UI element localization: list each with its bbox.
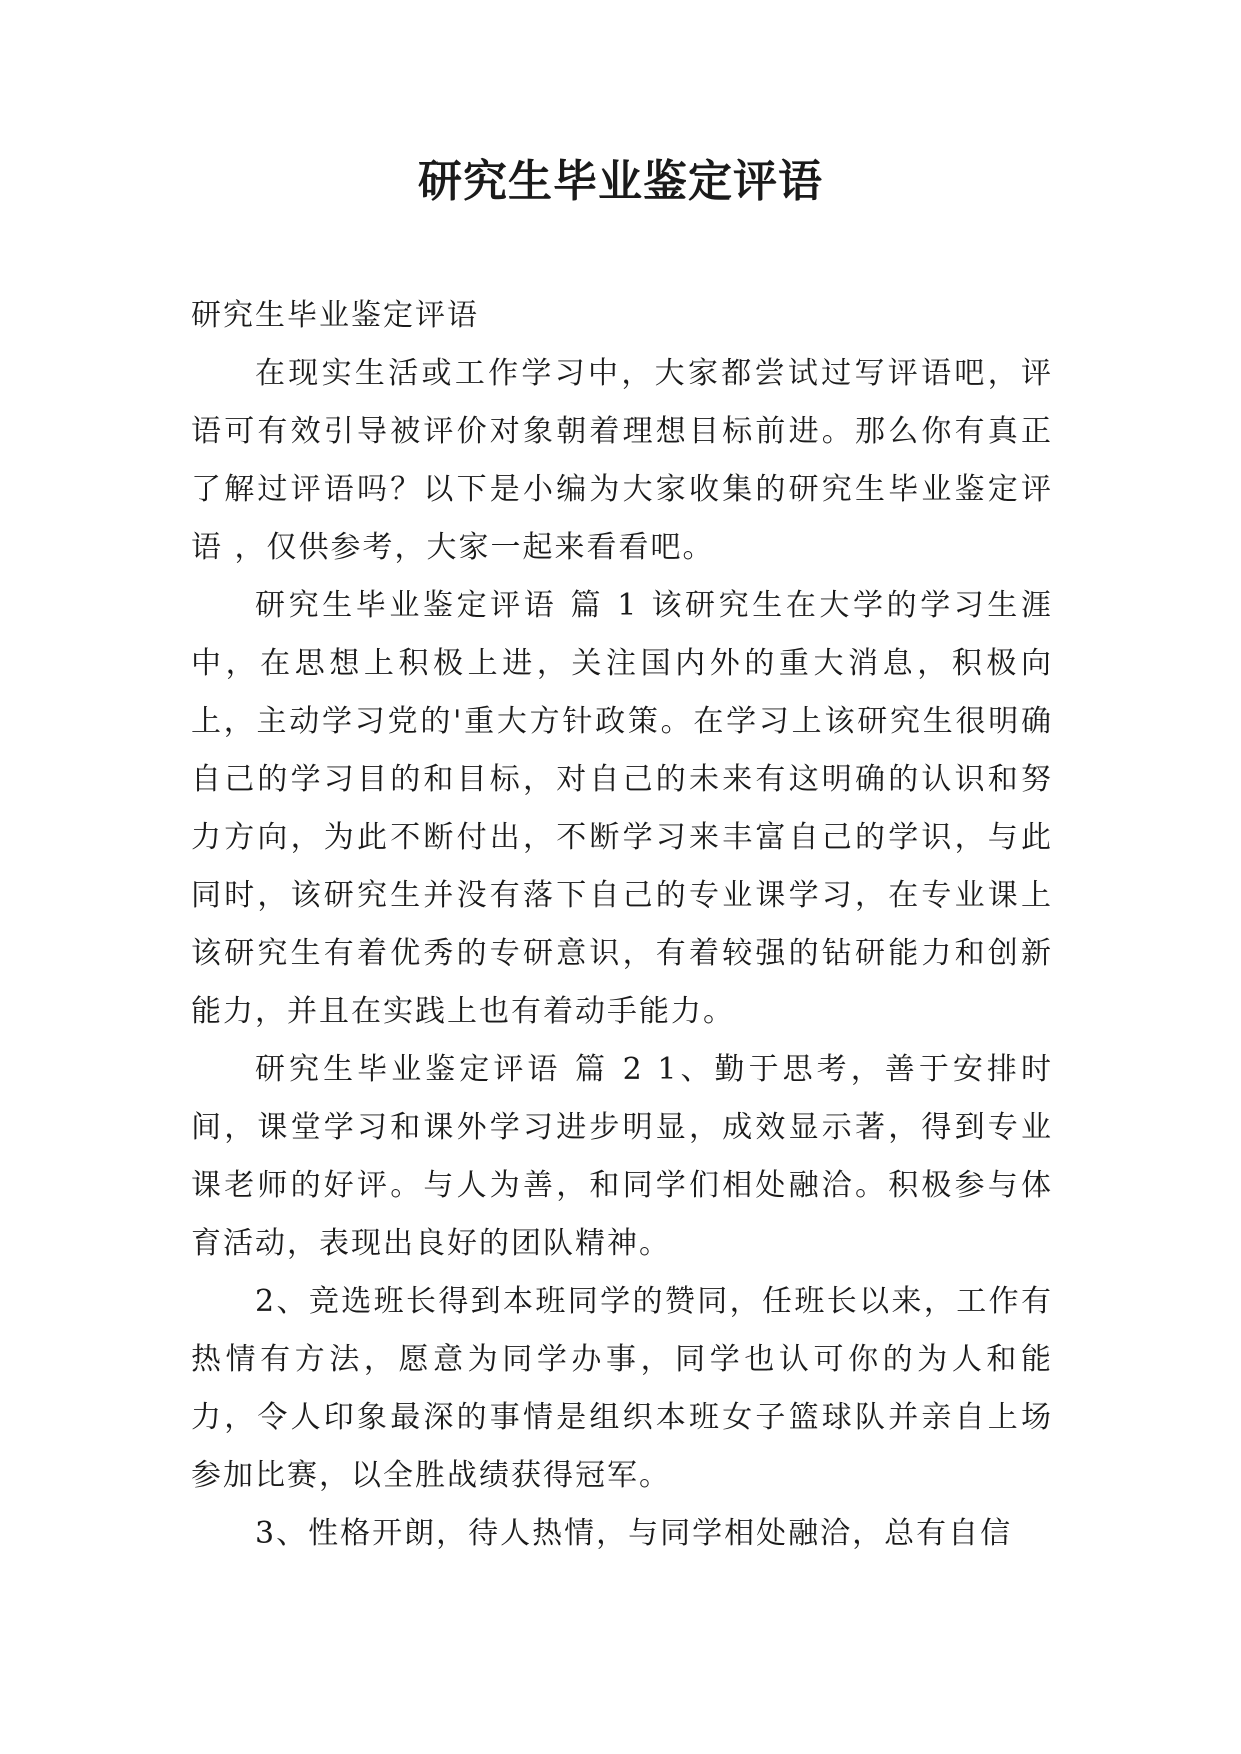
- item-2-paragraph: 2、竞选班长得到本班同学的赞同，任班长以来，工作有热情有方法，愿意为同学办事，同学也认可你的为人和能力，令人印象最深的事情是组织本班女子篮球队并亲自上场参加比赛，以全胜战绩获得冠军。: [191, 1284, 1053, 1493]
- body-heading: 研究生毕业鉴定评语: [191, 298, 479, 333]
- document-body: [191, 287, 1053, 1563]
- document-title: 研究生毕业鉴定评语: [418, 156, 823, 207]
- item-3-paragraph: 3、性格开朗，待人热情，与同学相处融洽，总有自信: [255, 1516, 1013, 1551]
- section-2-paragraph: 研究生毕业鉴定评语 篇 2 1、勤于思考，善于安排时间，课堂学习和课外学习进步明显，成效显示著，得到专业课老师的好评。与人为善，和同学们相处融洽。积极参与体育活动，表现出良好的团队精神。: [191, 1052, 1053, 1261]
- section-1-paragraph: 研究生毕业鉴定评语 篇 1 该研究生在大学的学习生涯中，在思想上积极上进，关注国内外的重大消息，积极向上，主动学习党的'重大方针政策。在学习上该研究生很明确自己的学习目的和目标，对自己的未来有这明确的认识和努力方向，为此不断付出，不断学习来丰富自己的学识，与此同时，该研究生并没有落下自己的专业课学习，在专业课上该研究生有着优秀的专研意识，有着较强的钻研能力和创新能力，并且在实践上也有着动手能力。: [191, 588, 1053, 1029]
- intro-paragraph: 在现实生活或工作学习中，大家都尝试过写评语吧，评语可有效引导被评价对象朝着理想目标前进。那么你有真正了解过评语吗？以下是小编为大家收集的研究生毕业鉴定评语 ，仅供参考，大家一起来看看吧。: [191, 356, 1053, 565]
